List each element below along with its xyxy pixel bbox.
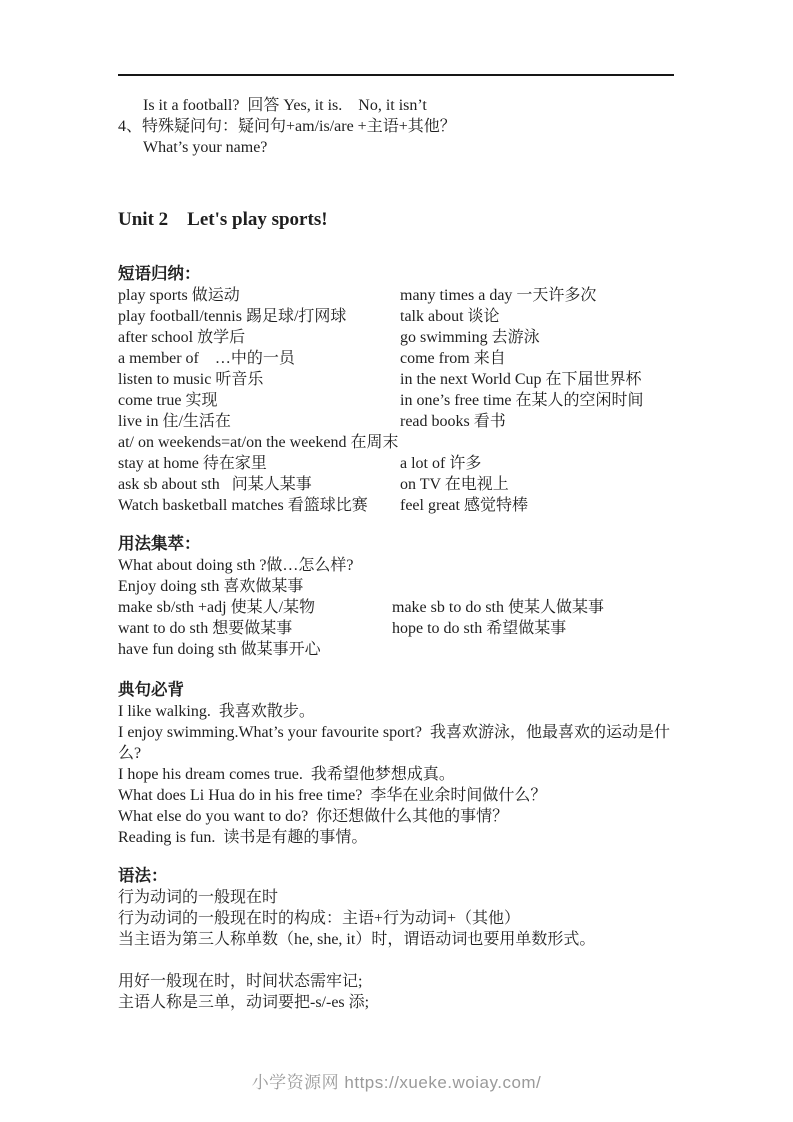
usage-row bbox=[118, 639, 680, 660]
phrase-left: after school 放学后 bbox=[118, 329, 246, 346]
phrase-right: many times a day 一天许多次 bbox=[400, 287, 597, 304]
phrase-row bbox=[118, 327, 680, 348]
phrase-left: play sports 做运动 bbox=[118, 287, 240, 304]
phrase-row bbox=[118, 306, 680, 327]
phrase-left: Watch basketball matches 看篮球比赛 bbox=[118, 497, 368, 514]
sentence-line: I like walking. 我喜欢散步。 bbox=[118, 703, 315, 720]
phrase-right: read books 看书 bbox=[400, 413, 506, 430]
phrase-right: in one’s free time 在某人的空闲时间 bbox=[400, 392, 644, 409]
phrase-left: play football/tennis 踢足球/打网球 bbox=[118, 308, 347, 325]
usage-left: make sb/sth +adj 使某人/某物 bbox=[118, 599, 316, 616]
phrase-left: listen to music 听音乐 bbox=[118, 371, 264, 388]
grammar-line: 行为动词的一般现在时的构成：主语+行为动词+（其他） bbox=[118, 910, 521, 927]
usage-left: Enjoy doing sth 喜欢做某事 bbox=[118, 578, 304, 595]
intro-line: What’s your name? bbox=[143, 139, 268, 156]
grammar-rhyme-line: 用好一般现在时，时间状态需牢记; bbox=[118, 973, 363, 990]
phrase-row bbox=[118, 474, 680, 495]
usage-row bbox=[118, 576, 680, 597]
grammar-line: 行为动词的一般现在时 bbox=[118, 889, 279, 906]
usage-row bbox=[118, 618, 680, 639]
section-heading-phrases: 短语归纳： bbox=[118, 265, 201, 283]
sentence-line: Reading is fun. 读书是有趣的事情。 bbox=[118, 829, 368, 846]
sentence-line: What else do you want to do? 你还想做什么其他的事情？ bbox=[118, 808, 509, 825]
sentence-line: What does Li Hua do in his free time? 李华在业余时间做什么？ bbox=[118, 787, 547, 804]
usage-row bbox=[118, 555, 680, 576]
usage-right: make sb to do sth 使某人做某事 bbox=[392, 599, 604, 616]
unit-title: Unit 2 Let's play sports! bbox=[118, 209, 328, 230]
section-heading-grammar: 语法： bbox=[118, 867, 168, 885]
phrase-row bbox=[118, 495, 680, 516]
header-rule bbox=[118, 74, 674, 76]
phrase-left: a member of …中的一员 bbox=[118, 350, 295, 367]
phrase-right: go swimming 去游泳 bbox=[400, 329, 540, 346]
phrase-right: feel great 感觉特棒 bbox=[400, 497, 528, 514]
intro-line: Is it a football? 回答 Yes, it is. No, it isn’t bbox=[143, 97, 427, 114]
phrase-row bbox=[118, 348, 680, 369]
grammar-line: 当主语为第三人称单数（he, she, it）时，谓语动词也要用单数形式。 bbox=[118, 931, 596, 948]
phrase-row bbox=[118, 411, 680, 432]
phrase-right: come from 来自 bbox=[400, 350, 506, 367]
phrase-left: at/ on weekends=at/on the weekend 在周末 bbox=[118, 434, 399, 451]
phrase-row bbox=[118, 453, 680, 474]
sentence-line: I hope his dream comes true. 我希望他梦想成真。 bbox=[118, 766, 455, 783]
grammar-rhyme-line: 主语人称是三单，动词要把-s/-es 添; bbox=[118, 994, 370, 1011]
section-heading-sentences: 典句必背 bbox=[118, 681, 184, 699]
usage-right: hope to do sth 希望做某事 bbox=[392, 620, 567, 637]
phrase-left: live in 住/生活在 bbox=[118, 413, 231, 430]
site-footer: 小学资源网 https://xueke.woiay.com/ bbox=[251, 1073, 542, 1092]
section-heading-usage: 用法集萃： bbox=[118, 535, 201, 553]
phrase-left: stay at home 待在家里 bbox=[118, 455, 267, 472]
phrase-row bbox=[118, 369, 680, 390]
usage-left: What about doing sth ?做…怎么样? bbox=[118, 557, 354, 574]
phrase-right: in the next World Cup 在下届世界杯 bbox=[400, 371, 642, 388]
phrase-right: on TV 在电视上 bbox=[400, 476, 509, 493]
grammar-rhyme bbox=[118, 971, 680, 1013]
page-content bbox=[118, 95, 680, 1013]
phrase-row bbox=[118, 285, 680, 306]
usage-row bbox=[118, 597, 680, 618]
sentence-line: I enjoy swimming.What’s your favourite sport? 我喜欢游泳，他最喜欢的运动是什么? bbox=[118, 724, 670, 762]
intro-line: 4、特殊疑问句：疑问句+am/is/are +主语+其他？ bbox=[118, 118, 456, 135]
phrase-row bbox=[118, 390, 680, 411]
phrase-row bbox=[118, 432, 680, 453]
usage-left: have fun doing sth 做某事开心 bbox=[118, 641, 321, 658]
phrase-right: a lot of 许多 bbox=[400, 455, 482, 472]
phrase-left: ask sb about sth 问某人某事 bbox=[118, 476, 312, 493]
phrase-left: come true 实现 bbox=[118, 392, 218, 409]
phrase-right: talk about 谈论 bbox=[400, 308, 500, 325]
usage-left: want to do sth 想要做某事 bbox=[118, 620, 293, 637]
